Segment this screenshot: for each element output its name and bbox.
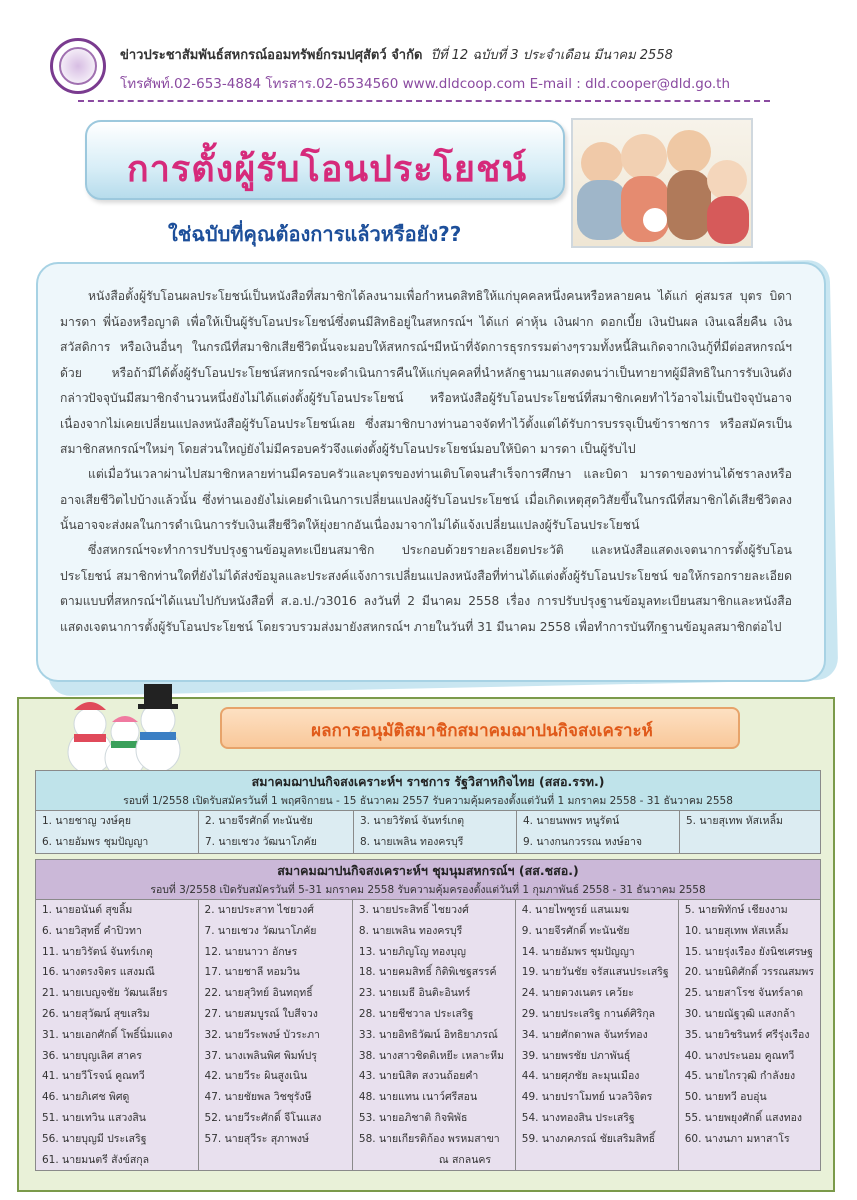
member-name: 59. นางภคภรณ์ ชัยเสริมสิทธิ์: [521, 1132, 656, 1145]
member-name: 1. นายชาญ วงษ์คุย: [42, 815, 132, 827]
member-name: 34. นายศักดาพล จันทร์ทอง: [521, 1028, 648, 1041]
approval-banner: [220, 707, 740, 749]
member-name: 3. นายประสิทธิ์ ไชยวงศ์: [358, 904, 469, 916]
member-name: 20. นายนิติศักดิ์ วรรณสมพร: [684, 966, 814, 979]
member-name: 27. นายสมบูรณ์ ใบสีจวง: [204, 1007, 318, 1020]
header-title-line: [120, 44, 673, 65]
member-name: 3. นายวิรัตน์ จันทร์เกตุ: [360, 815, 465, 827]
member-name: 7. นายเชวง วัฒนาโภคัย: [204, 924, 317, 937]
member-name: 38. นางสาวชิดดิเหยีะ เหลาะหีม: [358, 1049, 505, 1062]
member-name: 15. นายรุ่งเรือง ยังนิชเศรษฐ: [684, 945, 813, 958]
member-name: 16. นางตรงจิตร แสงมณี: [42, 966, 155, 979]
member-name: 2. นายจีรศักดิ์ ทะนันชัย: [205, 815, 313, 827]
section2-column-2: [198, 900, 352, 1171]
approval-banner-title: ผลการอนุมัติสมาชิกสมาคมฌาปนกิจสงเคราะห์: [311, 721, 653, 741]
section2-column-1: [36, 900, 199, 1171]
member-name: 2. นายประสาท ไชยวงศ์: [204, 904, 314, 916]
section1-column: [354, 811, 517, 854]
member-name: 54. นางทองสิน ประเสริฐ: [521, 1111, 635, 1124]
member-name: 9. นายจีรศักดิ์ ทะนันชัย: [521, 924, 630, 937]
cooperative-seal-icon: [50, 38, 106, 94]
member-name: 45. นายไกรวุฒิ กำลังยง: [684, 1070, 796, 1083]
member-name: 58. นายเกียรติก้อง พรหมสาขา: [358, 1132, 500, 1145]
section1-column: [199, 811, 354, 854]
member-name: 40. นางประนอม คูณทวี: [684, 1049, 795, 1062]
member-name: 7. นายเชวง วัฒนาโภคัย: [205, 835, 317, 848]
family-dolls-photo: [571, 118, 753, 248]
member-name: 57. นายสุวีระ สุภาพงษ์: [204, 1132, 309, 1145]
page-subtitle: ใช่ฉบับที่คุณต้องการแล้วหรือยัง??: [168, 222, 462, 246]
member-name: 28. นายชีชวาล ประเสริฐ: [358, 1007, 474, 1020]
member-name: 5. นายพิทักษ์ เชียงงาม: [684, 904, 788, 916]
section1-subtitle: รอบที่ 1/2558 เปิดรับสมัครวันที่ 1 พฤศจิกายน - 15 ธันวาคม 2557 รับความคุ้มครองตั้งแต่วันที่ 1 มกราคม 2558 - 31 ธันวาคม 2558: [123, 795, 733, 807]
member-name: 4. นายนพพร หนูรัตน์: [523, 815, 620, 827]
member-name: 22. นายสุวิทย์ อินทฤทธิ์: [204, 987, 313, 1000]
section1-table: [35, 770, 821, 854]
member-name: 17. นายชาลี หอมวิน: [204, 966, 300, 979]
member-name: 24. นายดวงเนตร เคว้ยะ: [521, 987, 634, 1000]
section2-column-3: [352, 900, 515, 1171]
member-name: 39. นายพรชัย ปภาพันธุ์: [521, 1049, 631, 1062]
member-name: 4. นายไพฑูรย์ แสนเมฆ: [521, 904, 630, 916]
member-name: 13. นายภิญโญ ทองบุญ: [358, 945, 466, 958]
section1-header: [36, 771, 821, 811]
article-paragraph-1: หนังสือตั้งผู้รับโอนผลประโยชน์เป็นหนังสือที่สมาชิกได้ลงนามเพื่อกำหนดสิทธิให้แก่บุคคลหนึ่งคนหรือหลายคน ได้แก่ คู่สมรส บุตร บิดา มารดา พี่น้องหรือญาติ เพื่อให้เป็นผู้รับโอนประโยชน์ซึ่งตนมีสิทธิอยู่ในสหกรณ์ฯ ได้แก่ ค่าหุ้น เงินฝาก ดอกเบี้ย เงินปันผล เงินเฉลี่ยคืน เงินสวัสดิการ หรือเงินอื่นๆ ในกรณีที่สมาชิกเสียชีวิตนั้นจะมอบให้สหกรณ์ฯมีหน้าที่จัดการธุรกรรมต่างๆรวมทั้งหนี้สินเกิดจากเงินกู้ที่มีต่อสหกรณ์ฯด้วย หรือถ้ามีได้ตั้งผู้รับโอนประโยชน์สหกรณ์ฯจะดำเนินการคืนให้แก่บุคคลที่นำหลักฐานมาแสดงตนว่าเป็นทายาทผู้มีสิทธิในการรับเงินดังกล่าว: [60, 289, 792, 405]
member-name: 32. นายวีระพงษ์ บัวระภา: [204, 1028, 320, 1041]
member-name: 12. นายนาวา อักษร: [204, 945, 298, 958]
member-name: 26. นายสุวัฒน์ สุขเสริม: [42, 1007, 150, 1020]
section2-column-5: [678, 900, 820, 1171]
member-name: 19. นายวันชัย จรัสแสนประเสริฐ: [521, 966, 669, 979]
member-name: 37. นางเพลินพิศ พิมพ์ปรุ: [204, 1049, 317, 1062]
member-name: 14. นายอัมพร ชุมปัญญา: [521, 945, 635, 958]
member-name: 48. นายแทน เนาว์ศรีสอน: [358, 1091, 478, 1104]
section1-column: [680, 811, 821, 854]
org-name: ข่าวประชาสัมพันธ์สหกรณ์ออมทรัพย์กรมปศุสัตว์ จำกัด: [120, 48, 423, 63]
header-divider: [78, 100, 770, 102]
member-name: 33. นายอิทธิวัฒน์ อิทธิยาภรณ์: [358, 1028, 498, 1041]
section1-title: สมาคมฌาปนกิจสงเคราะห์ฯ ราชการ รัฐวิสาหกิจไทย (สสอ.รรท.): [251, 774, 605, 789]
member-name: 18. นายคมสิทธิ์ กิติพิเชฐสรรค์: [358, 966, 497, 979]
member-name: 30. นายณัฐวุฒิ แสงกล้า: [684, 1007, 796, 1020]
member-name: 50. นายทวี อบอุ่น: [684, 1091, 767, 1104]
member-name: 5. นายสุเทพ หัสเหลิ้ม: [686, 815, 783, 827]
member-name: 6. นายวิสุทธิ์ คำปิวทา: [42, 924, 142, 937]
article-paragraph-4: ซึ่งสหกรณ์ฯจะทำการปรับปรุงฐานข้อมูลทะเบียนสมาชิก ประกอบด้วยรายละเอียดประวัติ และหนังสือแสดงเจตนาการตั้งผู้รับโอนประโยชน์ สมาชิกท่านใดที่ยังไม่ได้ส่งข้อมูลและประสงค์แจ้งการเปลี่ยนแปลงหนังสือที่ท่านได้แต่งตั้งผู้รับโอนประโยชน์ ขอให้กรอกรายละเอียดตามแบบที่สหกรณ์ฯได้แนบไปกับหนังสือที่ ส.อ.ป./ว3016 ลงวันที่ 2 มีนาคม 2558 เรื่อง การปรับปรุงฐานข้อมูลทะเบียนสมาชิกและหนังสือแสดงเจตนาการตั้งผู้รับโอนประโยชน์ โดยรวบรวมส่งมายังสหกรณ์ฯ ภายในวันที่ 31 มีนาคม 2558 เพื่อทำการบันทึกฐานข้อมูลสมาชิกต่อไป: [60, 543, 792, 634]
member-name: 8. นายเพลิน ทองครบุรี: [360, 835, 464, 848]
member-name: 53. นายอภิชาติ กิจพิพัธ: [358, 1111, 468, 1124]
contact-info: โทรศัพท์.02-653-4884 โทรสาร.02-6534560 www.dldcoop.com E-mail : dld.cooper@dld.go.th: [120, 76, 731, 92]
section2-header: [36, 860, 821, 900]
member-name: 9. นางกนกวรรณ หงษ์อาจ: [523, 835, 643, 848]
section2-title: สมาคมฌาปนกิจสงเคราะห์ฯ ชุมนุมสหกรณ์ฯ (สส.ชสอ.): [277, 863, 579, 878]
member-name: 10. นายสุเทพ หัสเหลิ้ม: [684, 924, 789, 937]
member-name: 11. นายวิรัตน์ จันทร์เกตุ: [42, 945, 153, 958]
member-name: 61. นายมนตรี สังข์สกุล: [42, 1153, 150, 1166]
title-banner: [85, 120, 565, 200]
section2-column-4: [515, 900, 678, 1171]
member-name: 47. นายชัยพล วิชชุรังษี: [204, 1091, 312, 1104]
member-name: 25. นายสาโรช จันทร์ลาด: [684, 987, 804, 1000]
member-name: ณ สกลนคร: [438, 1153, 492, 1166]
member-name: 6. นายอัมพร ชุมปัญญา: [42, 835, 149, 848]
member-name: 56. นายบุญมี ประเสริฐ: [42, 1132, 147, 1145]
section1-column: [36, 811, 199, 854]
section2-subtitle: รอบที่ 3/2558 เปิดรับสมัครวันที่ 5-31 มกราคม 2558 รับความคุ้มครองตั้งแต่วันที่ 1 กุมภาพันธ์ 2558 - 31 ธันวาคม 2558: [150, 884, 706, 896]
article-paragraph-3: แต่เมื่อวันเวลาผ่านไปสมาชิกหลายท่านมีครอบครัวและบุตรของท่านเติบโตจนสำเร็จการศึกษา และบิดา มารดาของท่านได้ชราลงหรืออาจเสียชีวิตไปบ้างแล้วนั้น ซึ่งท่านเองยังไม่เคยดำเนินการเปลี่ยนแปลงผู้รับโอนประโยชน์ เมื่อเกิดเหตุสุดวิสัยขึ้นในกรณีที่สมาชิกได้เสียชีวิตลงนั้นอาจจะส่งผลในการดำเนินการรับเงินเสียชีวิตให้ยุ่งยากอันเนื่องมาจากไม่ได้แจ้งเปลี่ยนแปลงผู้รับโอนประโยชน์: [60, 467, 792, 532]
section2-table: [35, 859, 821, 1171]
member-name: 51. นายเทวิน แสวงสิน: [42, 1111, 146, 1124]
member-name: 36. นายบุญเลิศ สาคร: [42, 1049, 142, 1062]
member-name: 60. นางนภา มหาสาโร: [684, 1132, 790, 1145]
member-name: 42. นายวีระ ผินสูงเนิน: [204, 1070, 308, 1083]
member-name: 1. นายอนันต์ สุขลิ้ม: [42, 904, 133, 916]
member-name: 41. นายวีโรจน์ คูณทวี: [42, 1070, 145, 1083]
member-name: 21. นายเบญจชัย วัฒนเลียร: [42, 987, 168, 1000]
article-paragraph-2: ปัจจุบันมีสมาชิกจำนวนหนึ่งยังไม่ได้แต่งตั้งผู้รับโอนประโยชน์ หรือหนังสือผู้รับโอนประโยชน์ที่สมาชิกเคยทำไว้อาจไม่เป็นปัจจุบันอาจเนื่องจากไม่เคยเปลี่ยนแปลงหนังสือผู้รับโอนประโยชน์เลย ซึ่งสมาชิกบางท่านอาจจัดทำไว้ตั้งแต่ได้รับการบรรจุเป็นข้าราชการ หรือสมัครเป็นสมาชิกสหกรณ์ฯใหม่ๆ โดยส่วนใหญ่ยังไม่มีครอบครัวจึงแต่งตั้งผู้รับโอนประโยชน์มอบให้บิดา มารดา เป็นผู้รับไป: [60, 391, 792, 456]
member-name: 52. นายวีระศักดิ์ จีโนแสง: [204, 1111, 322, 1124]
newsletter-header: [0, 0, 857, 110]
member-name: 49. นายปราโมทย์ นวลวิจิตร: [521, 1091, 653, 1104]
member-name: 23. นายเมธี อินติะอินทร์: [358, 987, 471, 1000]
page-title: การตั้งผู้รับโอนประโยชน์: [126, 149, 528, 190]
issue-info: ปีที่ 12 ฉบับที่ 3 ประจำเดือน มีนาคม 2558: [430, 48, 673, 63]
member-name: 31. นายเอกศักดิ์ โพธิ์นิ่มแดง: [42, 1028, 173, 1041]
member-name: 55. นายพยุงศักดิ์ แสงทอง: [684, 1111, 803, 1124]
member-name: 46. นายภิเศช พิศดู: [42, 1091, 130, 1104]
member-name: 35. นายวิชรินทร์ ศรีรุ่งเรือง: [684, 1028, 810, 1041]
member-name: 29. นายประเสริฐ กานต์ศิริกุล: [521, 1007, 656, 1020]
member-name: 43. นายนิสิต สงวนถ้อยคำ: [358, 1070, 479, 1083]
member-name: 8. นายเพลิน ทองครบุรี: [358, 924, 463, 937]
section1-column: [517, 811, 680, 854]
member-name: 44. นายศุภชัย ละมุนเมือง: [521, 1070, 640, 1083]
